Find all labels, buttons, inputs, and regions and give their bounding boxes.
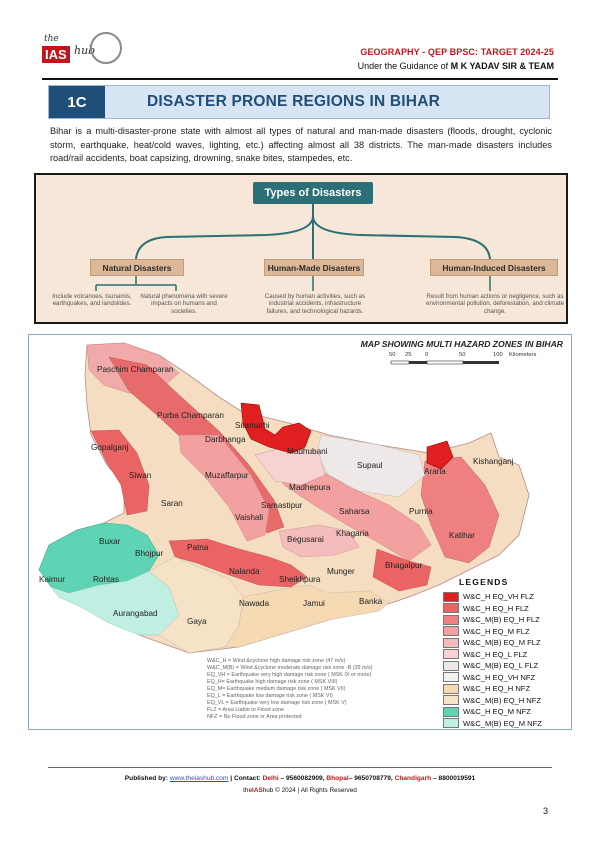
section-title: DISASTER PRONE REGIONS IN BIHAR [147,93,440,110]
map-title: MAP SHOWING MULTI HAZARD ZONES IN BIHAR [360,339,563,349]
scale-label: 50 [389,352,396,358]
legend-row [443,718,565,730]
legend-row [443,683,565,695]
note-line: W&C_H = Wind &cyclone high damage risk zone (47 m/s) [207,658,346,664]
natural-disasters-box: Natural Disasters [90,259,184,276]
scale-label: 0 [425,352,429,358]
legend-label: W&C_M(B) EQ_M FLZ [463,638,541,648]
map-legend [443,591,565,729]
scale-label: 50 [459,352,466,358]
natural-desc-1: Include volcanoes, tsunamis, earthquakes, and landslides. [52,293,132,308]
bhopal-label: Bhopal [326,775,349,782]
legend-row [443,649,565,661]
district-label: Bhagalpur [385,561,423,570]
legend-swatch [443,649,459,659]
district-label: Madhubani [287,447,328,456]
district-label: Nawada [239,599,270,608]
district-label: Bhojpur [135,549,164,558]
legend-label: W&C_H EQ_M FLZ [463,626,530,636]
legend-title: LEGENDS [459,577,509,587]
copyright-rest: hub © 2024 | All Rights Reserved [262,787,357,794]
legend-label: W&C_M(B) EQ_L FLZ [463,661,539,671]
note-line: EQ_M= Earthquake medium damage risk zone ( MSK VII) [207,686,346,692]
header-info [358,47,554,71]
district-label: Katihar [449,531,475,540]
district-label: Nalanda [229,567,260,576]
district-label: Muzaffarpur [205,471,249,480]
note-line: EQ_H= Earthquake high damage risk zone ( MSK VIII) [207,679,338,685]
district-label: Begusarai [287,535,324,544]
legend-row [443,672,565,684]
human-induced-desc: Result from human actions or negligence, such as environmental pollution, deforestation, and climate change. [426,293,564,315]
intro-paragraph: Bihar is a multi-disaster-prone state with almost all types of natural and man-made disasters (floods, drought, cyclonic storm, earthquake, heat/cold waves, lighting, etc.) affecting almost all 38 districts. The man-made disasters includes road/rail accidents, boat capsizing, drowning, snake bites, stampedes, etc. [50,126,552,164]
district-label: Kaimur [39,575,65,584]
scale-label: Kilometers [509,352,537,358]
legend-row [443,695,565,707]
note-line: W&C_M(B) = Wind &cyclone moderate damage risk zone -B (39 m/s) [207,665,373,671]
scale-bar [391,361,499,364]
district-label: Darbhanga [205,435,246,444]
legend-notes [207,658,373,721]
copyright-the: the [243,787,253,794]
district-label: Purnia [409,507,433,516]
legend-swatch [443,638,459,648]
district-label: Rohtas [93,575,119,584]
types-of-disasters-diagram [34,173,568,324]
legend-row [443,626,565,638]
district-label: Aurangabad [113,609,158,618]
district-label: Kishanganj [473,457,514,466]
page-number: 3 [542,806,548,816]
guidance-prefix: Under the Guidance of [357,61,451,71]
header-divider [42,78,558,80]
district-label: Munger [327,567,355,576]
legend-row [443,603,565,615]
section-number: 1C [49,86,105,118]
legend-swatch [443,695,459,705]
diagram-heading: Types of Disasters [253,182,373,204]
logo-circle-icon [90,32,122,64]
natural-desc-2: Natural phenomena with severe impacts on humans and societies. [140,293,228,315]
logo-hub-text: hub [74,44,96,57]
district-label: Paschim Champaran [97,365,174,374]
footer-divider [48,767,552,768]
legend-label: W&C_H EQ_VH NFZ [463,672,536,682]
legend-row [443,706,565,718]
district-label: Patna [187,543,209,552]
delhi-number: – 9560082909, [278,775,327,782]
footer-copyright [0,787,600,794]
website-link[interactable]: www.theiashub.com [169,775,229,782]
district-label: Gopalganj [91,443,129,452]
legend-swatch [443,626,459,636]
legend-label: W&C_M(B) EQ_M NFZ [463,718,542,728]
district-label: Banka [359,597,383,606]
district-label: Madhepura [289,483,331,492]
human-induced-disasters-box: Human-Induced Disasters [430,259,558,276]
legend-swatch [443,592,459,602]
legend-swatch [443,707,459,717]
logo-the-text: the [44,34,59,44]
scale-label: 25 [405,352,412,358]
legend-swatch [443,718,459,728]
district-label: Supaul [357,461,383,470]
legend-swatch [443,603,459,613]
district-label: Samastipur [261,501,303,510]
district-label: Sitamarhi [235,421,270,430]
legend-swatch [443,615,459,625]
legend-swatch [443,672,459,682]
district-label: Sheikhpura [279,575,321,584]
legend-row [443,637,565,649]
bhopal-number: – 9650708779, [348,775,395,782]
legend-row [443,614,565,626]
chandigarh-number: – 8800019591 [431,775,476,782]
logo-ias-text: IAS [42,46,70,63]
section-title-band [48,85,550,119]
note-line: EQ_VH = Earthquake very high damage risk zone ( MSK IX or more) [207,672,372,678]
legend-label: W&C_H EQ_L FLZ [463,649,528,659]
contact-prefix: | Contact: [228,775,263,782]
district-label: Saran [161,499,183,508]
chandigarh-label: Chandigarh [394,775,432,782]
legend-label: W&C_H EQ_H FLZ [463,603,529,613]
legend-label: W&C_H EQ_VH FLZ [463,592,534,602]
legend-label: W&C_H EQ_H NFZ [463,684,531,694]
human-made-desc: Caused by human activities, such as industrial accidents, infrastructure failures, and technological hazards. [264,293,366,315]
scale-label: 100 [493,352,503,358]
district-label: Araria [424,467,446,476]
district-label: Siwan [129,471,152,480]
note-line: EQ_VL = Earthquake very low damage risk zone ( MSK V) [207,700,347,706]
district-label: Khagaria [336,529,369,538]
hazard-map [28,334,572,730]
copyright-ias: IAS [252,787,263,794]
footer-contact [0,775,600,782]
course-title: GEOGRAPHY - QEP BPSC: TARGET 2024-25 [360,47,554,57]
district-label: Purba Champaran [157,411,224,420]
note-line: EQ_L = Earthquake low damage risk zone ( MSK VI) [207,693,333,699]
guidance-name: M K YADAV SIR & TEAM [450,61,554,71]
note-line: NFZ = No Flood zone or Area protected [207,714,302,720]
guidance-line [358,61,554,71]
published-by-label: Published by: [124,775,170,782]
legend-swatch [443,684,459,694]
legend-label: W&C_M(B) EQ_H FLZ [463,615,540,625]
scale-labels [391,352,571,360]
note-line: FLZ = Area Liable to Flood zone [207,707,284,713]
legend-label: W&C_M(B) EQ_H NFZ [463,695,542,705]
district-label: Saharsa [339,507,370,516]
district-label: Jamui [303,599,325,608]
district-label: Vaishali [235,513,264,522]
legend-label: W&C_H EQ_M NFZ [463,707,531,717]
brand-logo [42,30,122,76]
legend-swatch [443,661,459,671]
human-made-disasters-box: Human-Made Disasters [264,259,364,276]
district-label: Gaya [187,617,207,626]
legend-row [443,660,565,672]
delhi-label: Delhi [262,775,279,782]
district-label: Buxar [99,537,121,546]
legend-row [443,591,565,603]
